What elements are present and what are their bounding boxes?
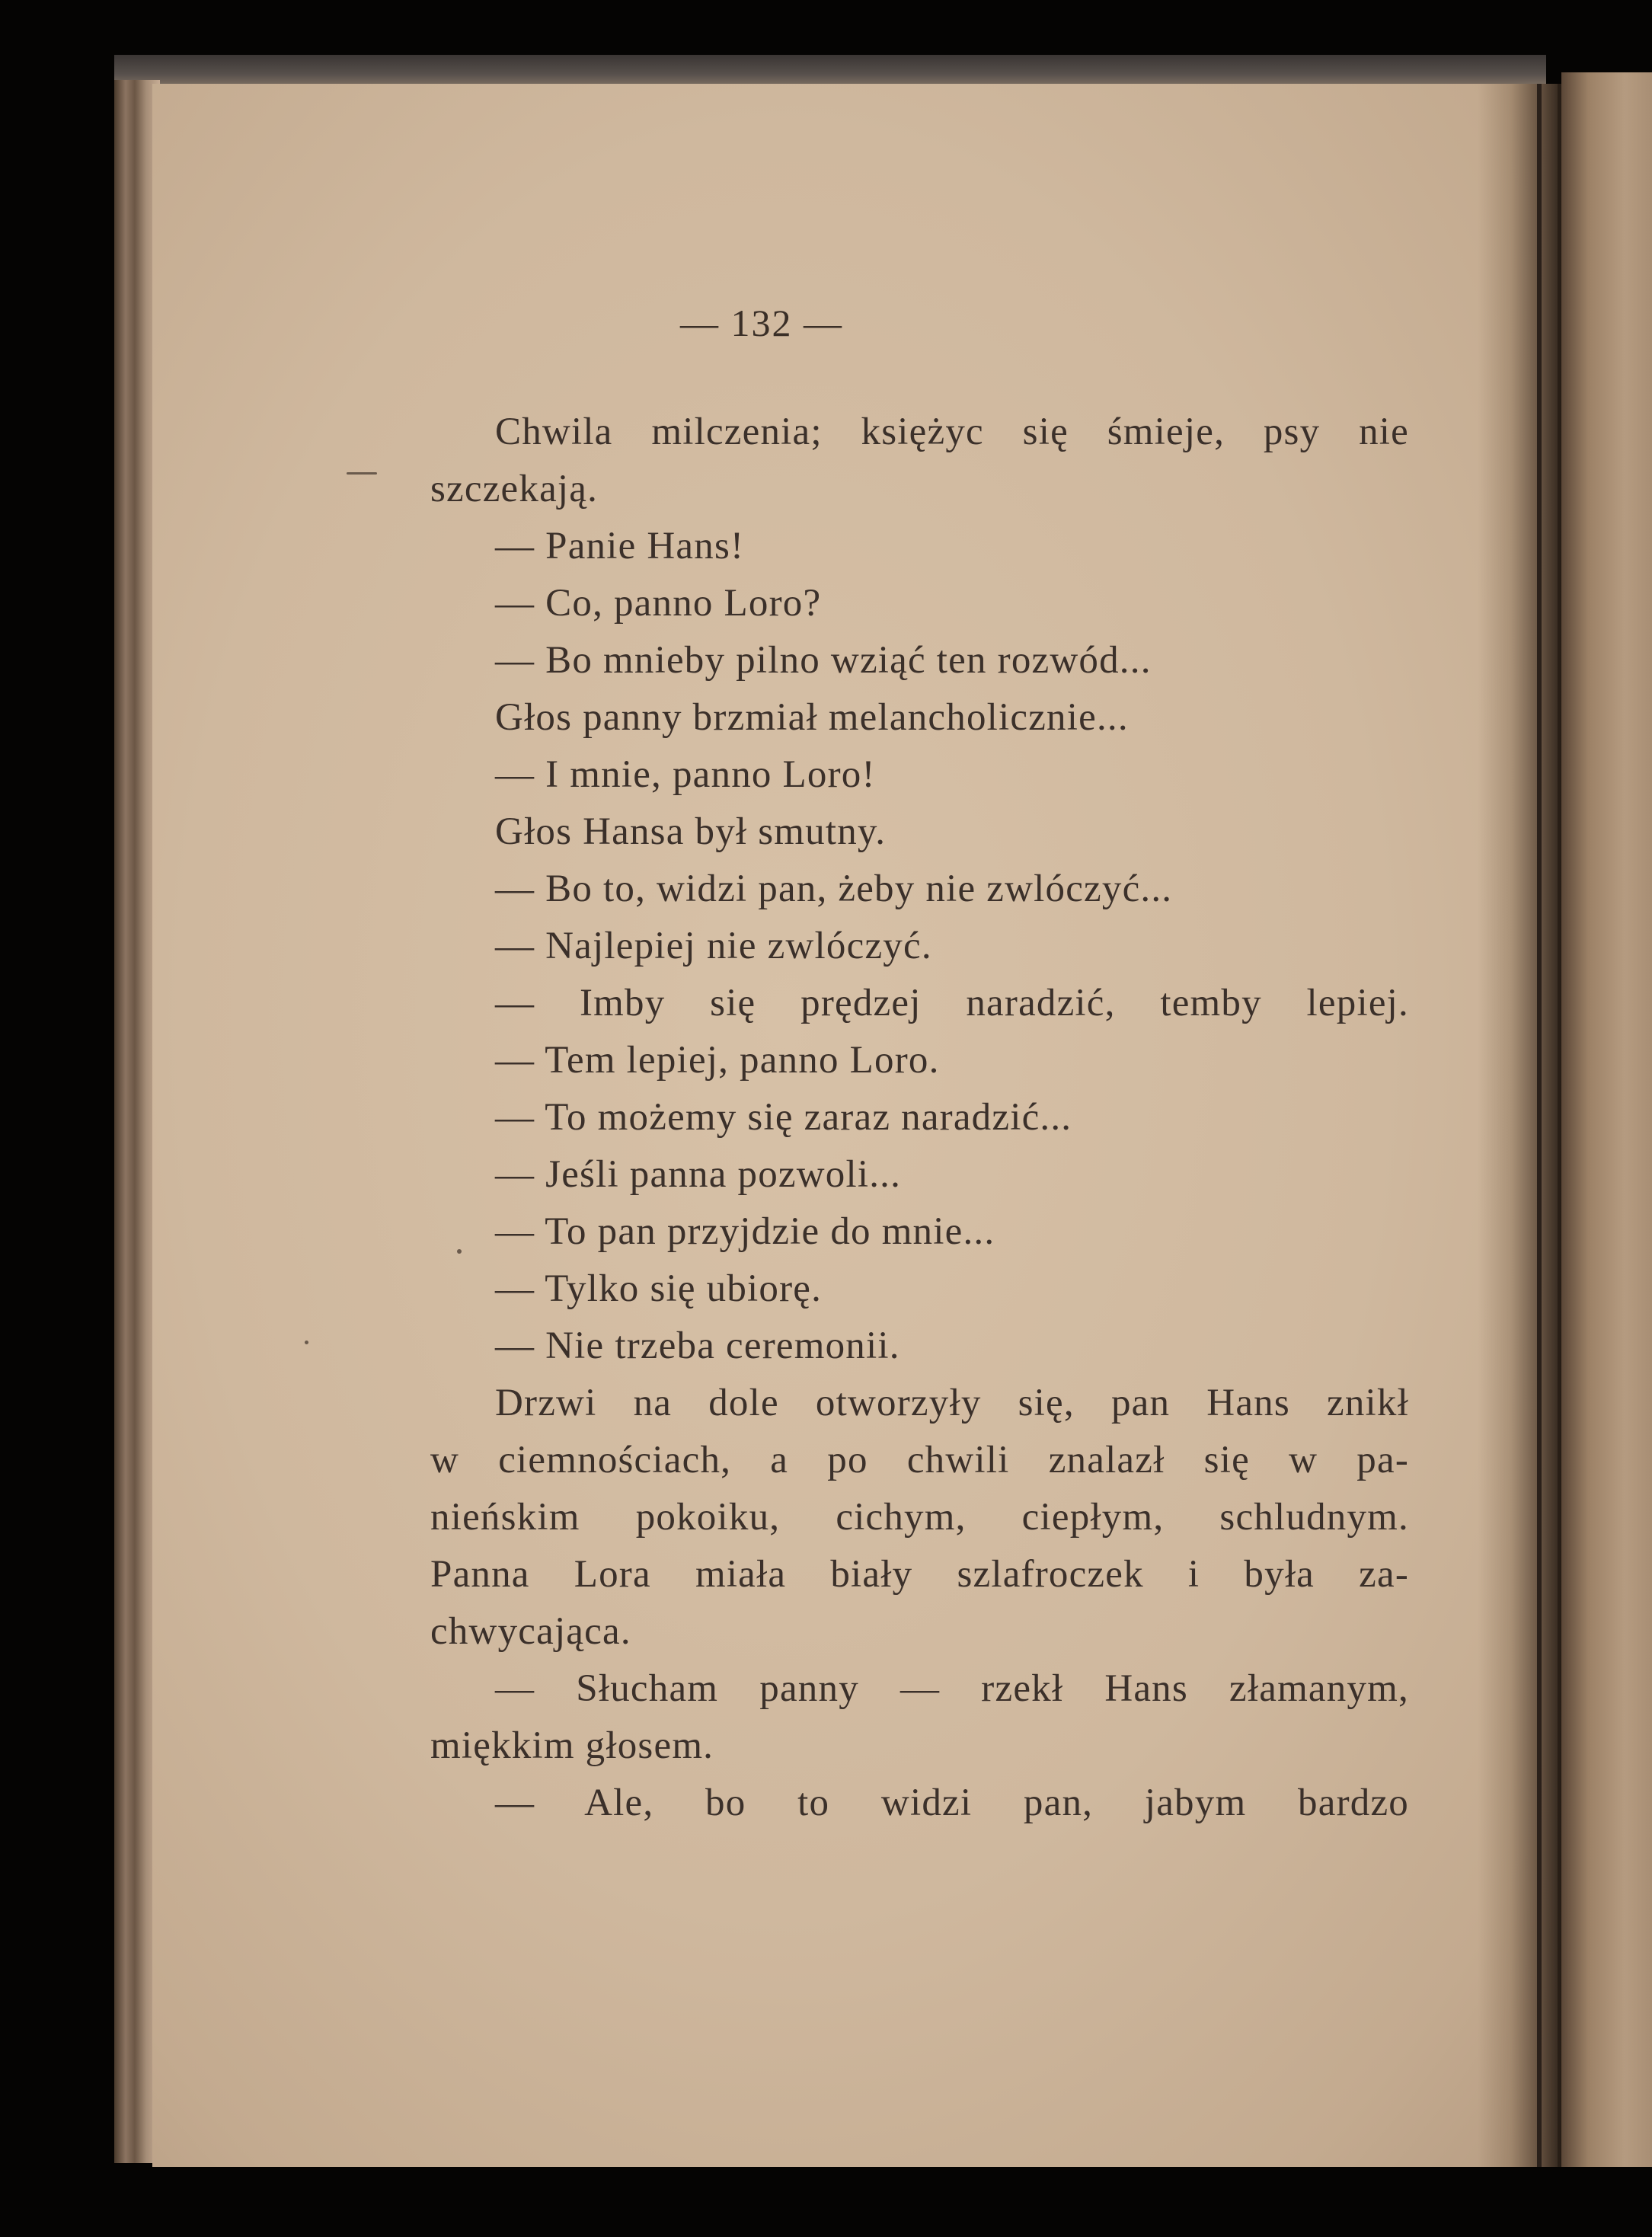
text-line: — Tylko się ubiorę.: [495, 1267, 823, 1310]
text-line: — Nie trzeba ceremonii.: [495, 1325, 900, 1367]
ink-speck: [305, 1341, 308, 1344]
text-line: — Co, panno Loro?: [495, 582, 822, 625]
text-line: — Jeśli panna pozwoli...: [495, 1153, 902, 1196]
gutter-shadow: [1478, 84, 1561, 2167]
text-line: — Najlepiej nie zwlóczyć.: [495, 925, 932, 967]
text-line: szczekają.: [430, 468, 599, 510]
text-line: — Panie Hans!: [495, 525, 745, 567]
text-line: — To możemy się zaraz naradzić...: [495, 1096, 1072, 1139]
page-text: [430, 404, 1409, 1832]
text-line: — Imby się prędzej naradzić, temby lepiej.: [495, 982, 1409, 1024]
facing-page-edge: [1561, 72, 1652, 2167]
text-line: chwycająca.: [430, 1610, 631, 1653]
gutter-line: [1537, 84, 1542, 2167]
text-line: w ciemnościach, a po chwili znalazł się w pa-: [430, 1439, 1409, 1481]
text-line: Drzwi na dole otworzyły się, pan Hans znikł: [495, 1382, 1409, 1424]
ink-speck: [347, 472, 377, 475]
text-line: Chwila milczenia; księżyc się śmieje, psy nie: [495, 411, 1409, 453]
text-line: Głos panny brzmiał melancholicznie...: [495, 696, 1129, 739]
text-line: miękkim głosem.: [430, 1724, 714, 1767]
page-number: — 132 —: [680, 302, 843, 344]
text-line: Głos Hansa był smutny.: [495, 810, 887, 853]
text-line: — Słucham panny — rzekł Hans złamanym,: [495, 1667, 1409, 1710]
text-line: — Bo to, widzi pan, żeby nie zwlóczyć...: [495, 868, 1173, 910]
text-line: — To pan przyjdzie do mnie...: [495, 1210, 995, 1253]
text-line: Panna Lora miała biały szlafroczek i była za-: [430, 1553, 1409, 1596]
text-line: nieńskim pokoiku, cichym, ciepłym, schludnym.: [430, 1496, 1409, 1539]
text-line: — I mnie, panno Loro!: [495, 753, 876, 796]
text-line: — Bo mnieby pilno wziąć ten rozwód...: [495, 639, 1152, 682]
text-line: — Tem lepiej, panno Loro.: [495, 1039, 940, 1082]
text-line: — Ale, bo to widzi pan, jabym bardzo: [495, 1782, 1409, 1824]
